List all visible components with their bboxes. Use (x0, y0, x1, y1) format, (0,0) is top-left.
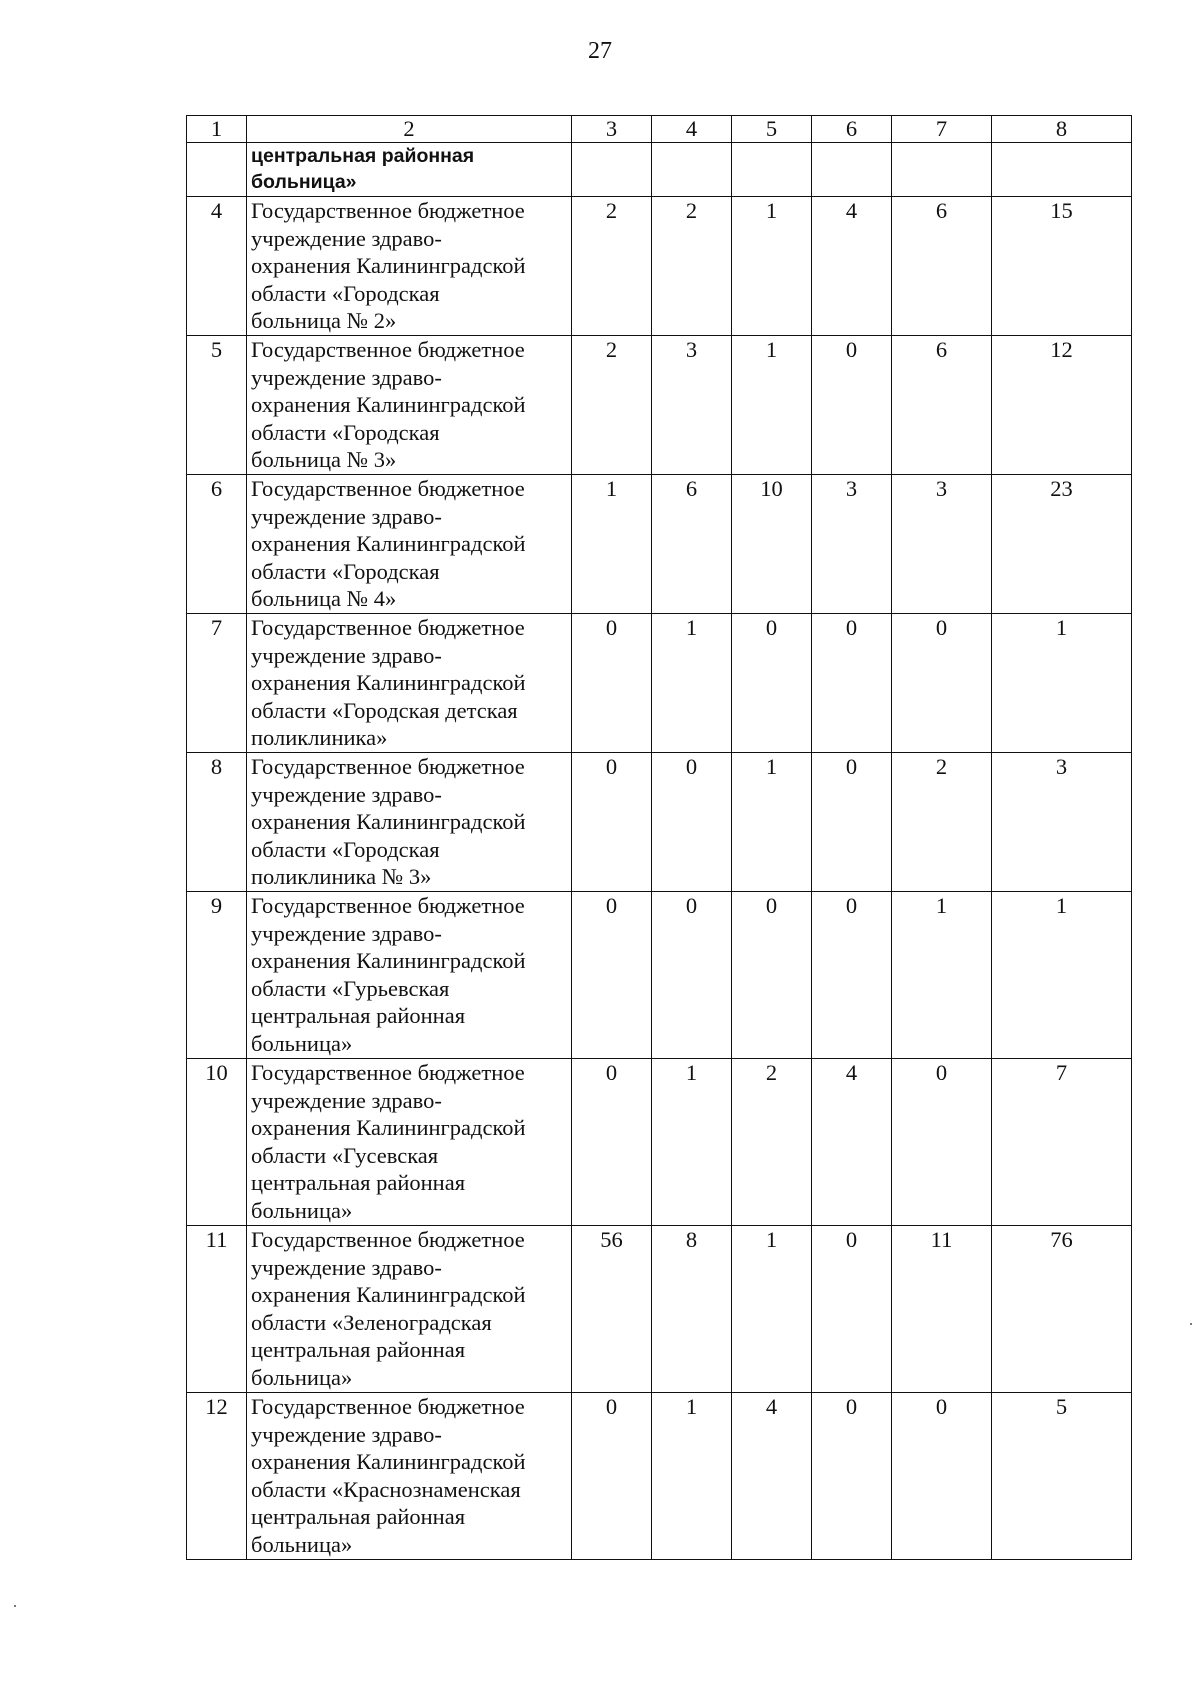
continuation-row (187, 143, 1132, 197)
page-number: 27 (588, 38, 612, 64)
institution-name-cell: Государственное бюджетное учреждение здраво- охранения Калининградской области «Гусевская центральная районная больница» (247, 1059, 572, 1226)
value-cell: 10 (732, 475, 812, 614)
value-cell: 5 (992, 1393, 1132, 1560)
value-cell: 3 (652, 336, 732, 475)
value-cell (992, 143, 1132, 197)
value-cell: 4 (812, 197, 892, 336)
value-cell: 1 (652, 614, 732, 753)
row-number-cell: 8 (187, 753, 247, 892)
value-cell: 0 (652, 753, 732, 892)
value-cell: 0 (732, 614, 812, 753)
header-cell: 7 (892, 116, 992, 143)
institution-name-cell: центральная районная больница» (247, 143, 572, 197)
value-cell: 0 (572, 1059, 652, 1226)
value-cell: 12 (992, 336, 1132, 475)
scan-speck (14, 1605, 16, 1607)
value-cell: 4 (732, 1393, 812, 1560)
institution-name-cell: Государственное бюджетное учреждение здраво- охранения Калининградской области «Краснознаменская центральная районная больница» (247, 1393, 572, 1560)
table-row (187, 892, 1132, 1059)
value-cell: 0 (812, 1393, 892, 1560)
value-cell: 0 (812, 614, 892, 753)
value-cell: 3 (812, 475, 892, 614)
value-cell: 0 (652, 892, 732, 1059)
row-number-cell: 7 (187, 614, 247, 753)
institution-name-cell: Государственное бюджетное учреждение здраво- охранения Калининградской области «Городская больница № 3» (247, 336, 572, 475)
header-cell: 3 (572, 116, 652, 143)
value-cell (572, 143, 652, 197)
value-cell: 1 (892, 892, 992, 1059)
row-number-cell: 11 (187, 1226, 247, 1393)
value-cell: 0 (572, 1393, 652, 1560)
institution-name-cell: Государственное бюджетное учреждение здраво- охранения Калининградской области «Городская больница № 4» (247, 475, 572, 614)
header-cell: 1 (187, 116, 247, 143)
value-cell: 4 (812, 1059, 892, 1226)
value-cell: 2 (652, 197, 732, 336)
value-cell: 2 (892, 753, 992, 892)
value-cell (892, 143, 992, 197)
value-cell: 11 (892, 1226, 992, 1393)
row-number-cell: 6 (187, 475, 247, 614)
value-cell: 0 (812, 753, 892, 892)
table-row (187, 336, 1132, 475)
institution-name-cell: Государственное бюджетное учреждение здраво- охранения Калининградской области «Городская детская поликлиника» (247, 614, 572, 753)
header-cell: 4 (652, 116, 732, 143)
table-row (187, 1059, 1132, 1226)
header-cell: 2 (247, 116, 572, 143)
row-number-cell: 5 (187, 336, 247, 475)
value-cell: 1 (732, 1226, 812, 1393)
value-cell: 1 (652, 1393, 732, 1560)
header-row (187, 116, 1132, 143)
value-cell: 6 (892, 336, 992, 475)
value-cell: 1 (572, 475, 652, 614)
value-cell: 56 (572, 1226, 652, 1393)
institution-name-cell: Государственное бюджетное учреждение здраво- охранения Калининградской области «Городская поликлиника № 3» (247, 753, 572, 892)
institution-name-cell: Государственное бюджетное учреждение здраво- охранения Калининградской области «Городская больница № 2» (247, 197, 572, 336)
value-cell: 1 (732, 753, 812, 892)
header-cell: 5 (732, 116, 812, 143)
value-cell: 0 (572, 753, 652, 892)
value-cell: 15 (992, 197, 1132, 336)
value-cell: 2 (732, 1059, 812, 1226)
value-cell: 0 (812, 1226, 892, 1393)
scan-speck (1190, 1323, 1192, 1325)
value-cell: 0 (732, 892, 812, 1059)
institution-name-cell: Государственное бюджетное учреждение здраво- охранения Калининградской области «Зеленоградская центральная районная больница» (247, 1226, 572, 1393)
table-row (187, 197, 1132, 336)
value-cell: 1 (732, 336, 812, 475)
value-cell: 76 (992, 1226, 1132, 1393)
value-cell: 2 (572, 197, 652, 336)
row-number-cell: 12 (187, 1393, 247, 1560)
row-number-cell: 10 (187, 1059, 247, 1226)
value-cell: 0 (572, 892, 652, 1059)
table-row (187, 1226, 1132, 1393)
value-cell: 0 (812, 336, 892, 475)
institution-name-cell: Государственное бюджетное учреждение здраво- охранения Калининградской области «Гурьевская центральная районная больница» (247, 892, 572, 1059)
value-cell: 0 (892, 1059, 992, 1226)
header-cell: 8 (992, 116, 1132, 143)
value-cell: 3 (992, 753, 1132, 892)
value-cell: 0 (892, 1393, 992, 1560)
table-row (187, 753, 1132, 892)
data-table (186, 115, 1132, 1560)
row-number-cell: 9 (187, 892, 247, 1059)
value-cell: 6 (892, 197, 992, 336)
header-cell: 6 (812, 116, 892, 143)
value-cell: 8 (652, 1226, 732, 1393)
value-cell: 2 (572, 336, 652, 475)
value-cell: 0 (892, 614, 992, 753)
row-number-cell (187, 143, 247, 197)
value-cell: 1 (992, 614, 1132, 753)
value-cell: 1 (732, 197, 812, 336)
table-row (187, 1393, 1132, 1560)
value-cell: 6 (652, 475, 732, 614)
value-cell (652, 143, 732, 197)
value-cell (732, 143, 812, 197)
table-row (187, 614, 1132, 753)
value-cell: 1 (652, 1059, 732, 1226)
row-number-cell: 4 (187, 197, 247, 336)
value-cell: 0 (572, 614, 652, 753)
table-row (187, 475, 1132, 614)
value-cell: 3 (892, 475, 992, 614)
value-cell (812, 143, 892, 197)
value-cell: 7 (992, 1059, 1132, 1226)
value-cell: 0 (812, 892, 892, 1059)
value-cell: 1 (992, 892, 1132, 1059)
value-cell: 23 (992, 475, 1132, 614)
